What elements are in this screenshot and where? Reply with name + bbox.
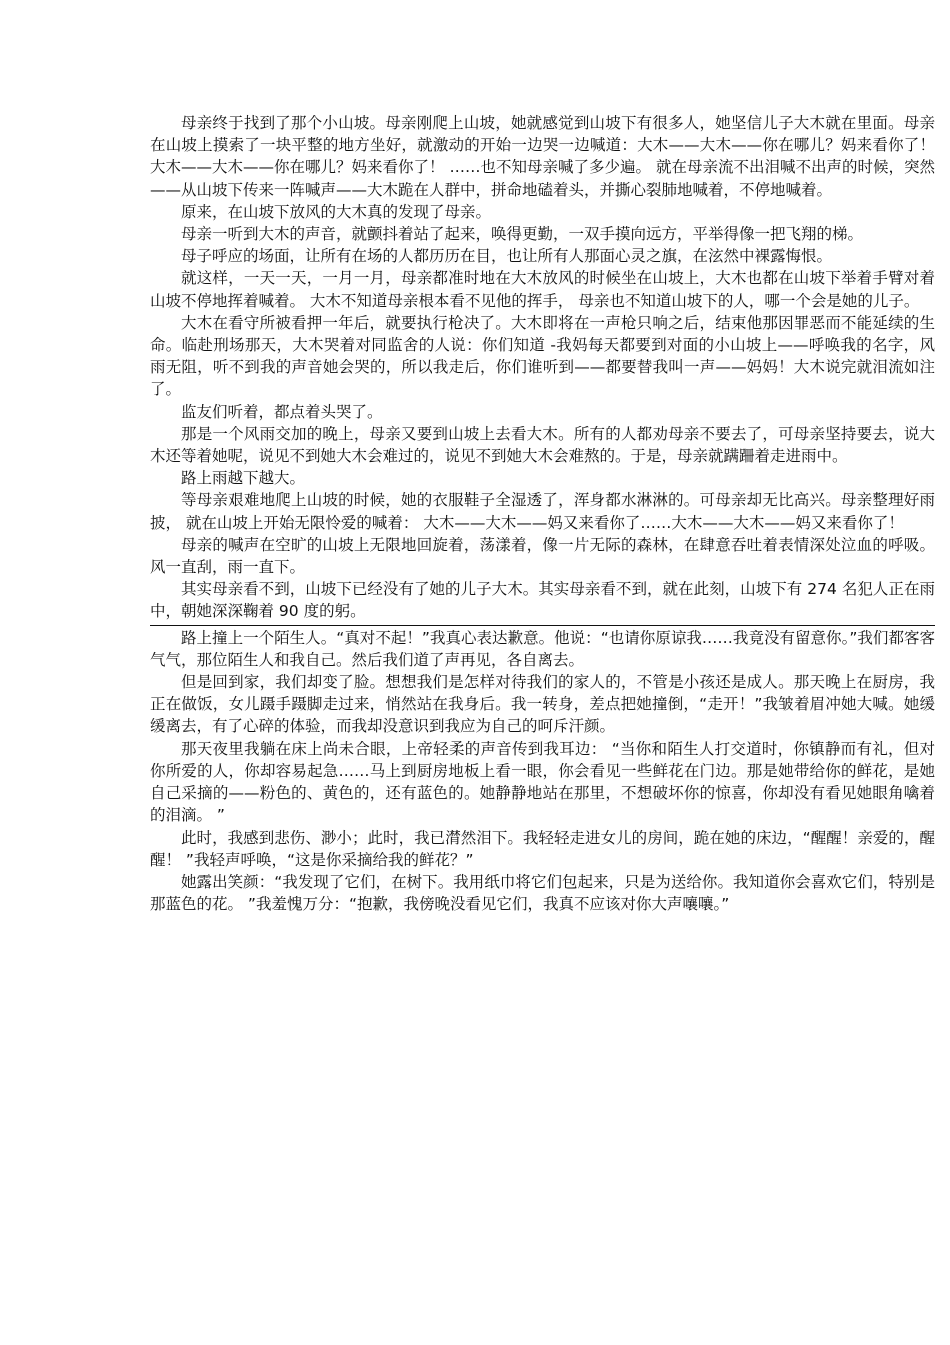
paragraph: 母亲一听到大木的声音，就颤抖着站了起来，唤得更勤，一双手摸向远方，平举得像一把飞翔的梯。	[181, 225, 864, 244]
paragraph: 但是回到家，我们却变了脸。想想我们是怎样对待我们的家人的，不管是小孩还是成人。那天晚上在厨房，我正在做饭，女儿蹑手蹑脚走过来，悄然站在我身后。我一转身，差点把她撞倒，“走开！”我皱着眉冲她大喊。她缓缓离去，有了心碎的体验，而我却没意识到我应为自己的呵斥汗颜。	[150, 673, 935, 736]
document-page	[150, 112, 935, 915]
story-mother-calls	[150, 112, 935, 623]
paragraph: 那天夜里我躺在床上尚未合眼，上帝轻柔的声音传到我耳边： “当你和陌生人打交道时，你镇静而有礼，但对你所爱的人，你却容易起急……马上到厨房地板上看一眼，你会看见一些鲜花在门边。那是她带给你的鲜花，是她自己采摘的——粉色的、黄色的，还有蓝色的。她静静地站在那里，不想破坏你的惊喜，你却没有看见她眼角噙着的泪滴。 ”	[150, 739, 935, 825]
paragraph: 那是一个风雨交加的晚上，母亲又要到山坡上去看大木。所有的人都劝母亲不要去了，可母亲坚持要去，说大木还等着她呢，说见不到她大木会难过的，说见不到她大木会难熬的。于是，母亲就蹒跚着走进雨中。	[150, 424, 935, 466]
paragraph: 其实母亲看不到，山坡下已经没有了她的儿子大木。其实母亲看不到，就在此刻，山坡下有 274 名犯人正在雨中，朝她深深鞠着 90 度的躬。	[150, 580, 935, 621]
paragraph: 路上撞上一个陌生人。“真对不起！”我真心表达歉意。他说：“也请你原谅我……我竟没有留意你。”我们都客客气气，那位陌生人和我自己。然后我们道了声再见，各自离去。	[150, 628, 935, 669]
paragraph: 此时，我感到悲伤、渺小；此时，我已潸然泪下。我轻轻走进女儿的房间，跪在她的床边，“醒醒！亲爱的，醒醒！ ”我轻声呼唤，“这是你采摘给我的鲜花？”	[150, 828, 935, 869]
paragraph: 母子呼应的场面，让所有在场的人都历历在目，也让所有人那面心灵之旗，在泫然中裸露悔恨。	[181, 247, 833, 266]
paragraph: 原来，在山坡下放风的大木真的发现了母亲。	[181, 202, 492, 221]
paragraph: 就这样，一天一天，一月一月，母亲都准时地在大木放风的时候坐在山坡上，大木也都在山坡下举着手臂对着山坡不停地挥着喊着。 大木不知道母亲根本看不见他的挥手， 母亲也不知道山坡下的人，哪一个会是她的儿子。	[150, 269, 935, 310]
paragraph: 大木在看守所被看押一年后，就要执行枪决了。大木即将在一声枪只响之后，结束他那因罪恶而不能延续的生命。临赴刑场那天，大木哭着对同监舍的人说：你们知道 -我妈每天都要到对面的小山坡上——呼唤我的名字，风雨无阻，听不到我的声音她会哭的，所以我走后，你们谁听到——都要替我叫一声——妈妈！大木说完就泪流如注了。	[150, 313, 935, 399]
paragraph: 母亲的喊声在空旷的山坡上无限地回旋着，荡漾着，像一片无际的森林，在肆意吞吐着表情深处泣血的呼吸。风一直刮，雨一直下。	[150, 535, 935, 577]
paragraph: 她露出笑颜：“我发现了它们，在树下。我用纸巾将它们包起来，只是为送给你。我知道你会喜欢它们，特别是那蓝色的花。 ”我羞愧万分：“抱歉，我傍晚没看见它们，我真不应该对你大声嚷嚷。”	[150, 872, 935, 914]
paragraph: 等母亲艰难地爬上山坡的时候，她的衣服鞋子全湿透了，浑身都水淋淋的。可母亲却无比高兴。母亲整理好雨披， 就在山坡上开始无限怜爱的喊着： 大木——大木——妈又来看你了……大木——大木——妈又来看你了！	[150, 491, 935, 532]
paragraph: 路上雨越下越大。	[181, 469, 306, 488]
paragraph: 监友们听着，都点着头哭了。	[181, 402, 383, 421]
story-stranger-and-family	[150, 627, 935, 916]
paragraph: 母亲终于找到了那个小山坡。母亲刚爬上山坡，她就感觉到山坡下有很多人，她坚信儿子大木就在里面。母亲在山坡上摸索了一块平整的地方坐好，就激动的开始一边哭一边喊道：大木——大木——你在哪儿？妈来看你了！大木——大木——你在哪儿？妈来看你了！ ……也不知母亲喊了多少遍。 就在母亲流不出泪喊不出声的时候，突然——从山坡下传来一阵喊声——大木跪在人群中，拼命地磕着头，并撕心裂肺地喊着，不停地喊着。	[150, 114, 935, 199]
section-divider	[150, 625, 935, 626]
